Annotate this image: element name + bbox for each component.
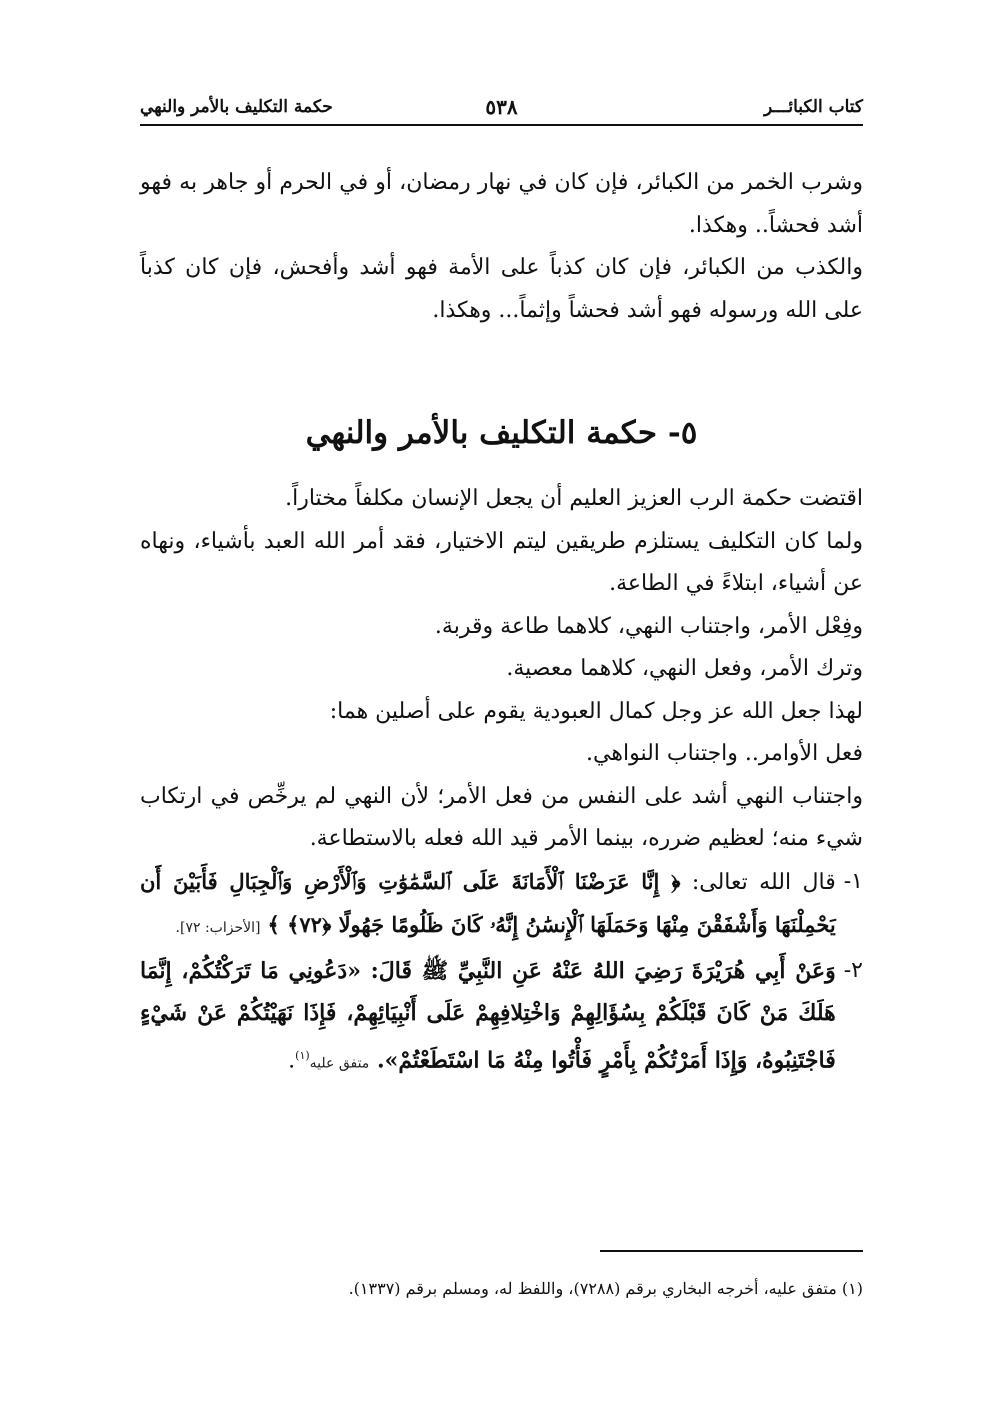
list-item-content: [140, 861, 836, 950]
list-item-quran-verse: [140, 861, 863, 950]
list-item-hadith: [140, 950, 863, 1085]
page-number: ٥٣٨: [485, 95, 518, 119]
verse-reference: [الأحزاب: ٧٢].: [175, 920, 261, 936]
section-heading: [140, 408, 863, 458]
footnote: (١) متفق عليه، أخرجه البخاري برقم (٧٢٨٨)، واللفظ له، ومسلم برقم (١٣٣٧).: [348, 1279, 863, 1298]
list-item-lead: قال الله تعالى:: [691, 869, 836, 895]
quran-verse: ﴿ إِنَّا عَرَضْنَا ٱلْأَمَانَةَ عَلَى ٱلسَّمَٰوَٰتِ وَٱلْأَرْضِ وَٱلْجِبَالِ فَأَبَيْنَ أَن يَحْمِلْنَهَا وَأَشْفَقْنَ مِنْهَا وَحَمَلَهَا ٱلْإِنسَٰنُ إِنَّهُۥ كَانَ ظَلُومًا جَهُولًا ﴿٧٢﴾ ﴾: [140, 868, 836, 937]
hadith-text: «دَعُونِي مَا تَرَكْتُكُمْ، إِنَّمَا هَلَكَ مَنْ كَانَ قَبْلَكُمْ بِسُؤَالِهِمْ وَاخْتِلافِهِمْ عَلَى أَنْبِيَائِهِمْ، فَإِذَا نَهَيْتُكُمْ عَنْ شَيْءٍ فَاجْتَنِبُوهُ، وَإِذَا أَمَرْتُكُمْ بِأَمْرٍ فَأْتُوا مِنْهُ مَا اسْتَطَعْتُمْ».: [140, 957, 836, 1073]
paragraph: وفِعْل الأمر، واجتناب النهي، كلاهما طاعة وقربة.: [434, 613, 863, 639]
section-heading-text: ٥- حكمة التكليف بالأمر والنهي: [305, 415, 698, 451]
intro-text: [140, 162, 863, 332]
paragraph: اقتضت حكمة الرب العزيز العليم أن يجعل الإنسان مكلفاً مختاراً.: [285, 486, 863, 511]
footnote-divider: [600, 1250, 863, 1252]
footnote-reference[interactable]: (١): [295, 1048, 310, 1062]
sentence-end: .: [288, 1047, 296, 1073]
section-body: [140, 478, 863, 1084]
paragraph: لهذا جعل الله عز وجل كمال العبودية يقوم على أصلين هما:: [329, 698, 863, 724]
paragraph: واجتناب النهي أشد على النفس من فعل الأمر؛ لأن النهي لم يرخِّص في ارتكاب شيء منه؛ لعظيم ضرره، بينما الأمر قيد الله فعله بالاستطاعة.: [140, 783, 863, 851]
section-title: حكمة التكليف بالأمر والنهي: [140, 97, 333, 117]
paragraph: وترك الأمر، وفعل النهي، كلاهما معصية.: [506, 656, 863, 681]
list-item-number: ١-: [843, 868, 863, 894]
paragraph: والكذب من الكبائر، فإن كان كذباً على الأمة فهو أشد وأفحش، فإن كان كذباً على الله ورسوله فهو أشد فحشاً وإثماً... وهكذا.: [140, 255, 863, 323]
book-title: كتاب الكبائـــر: [764, 97, 863, 117]
paragraph: ولما كان التكليف يستلزم طريقين ليتم الاختيار، فقد أمر الله العبد بأشياء، ونهاه عن أشياء، ابتلاءً في الطاعة.: [140, 528, 863, 596]
list-item-number: ٢-: [843, 957, 863, 983]
paragraph: فعل الأوامر.. واجتناب النواهي.: [586, 741, 863, 766]
list-item-content: [140, 950, 836, 1085]
hadith-source: متفق عليه: [309, 1054, 370, 1071]
list-item-lead: وَعَنْ أَبِي هُرَيْرَةَ رَضِيَ اللهُ عَنْهُ عَنِ النَّبِيِّ ﷺ قَالَ:: [370, 957, 836, 984]
paragraph: وشرب الخمر من الكبائر، فإن كان في نهار رمضان، أو في الحرم أو جاهر به فهو أشد فحشاً.. وهكذا.: [140, 170, 863, 238]
running-header: [140, 92, 863, 126]
